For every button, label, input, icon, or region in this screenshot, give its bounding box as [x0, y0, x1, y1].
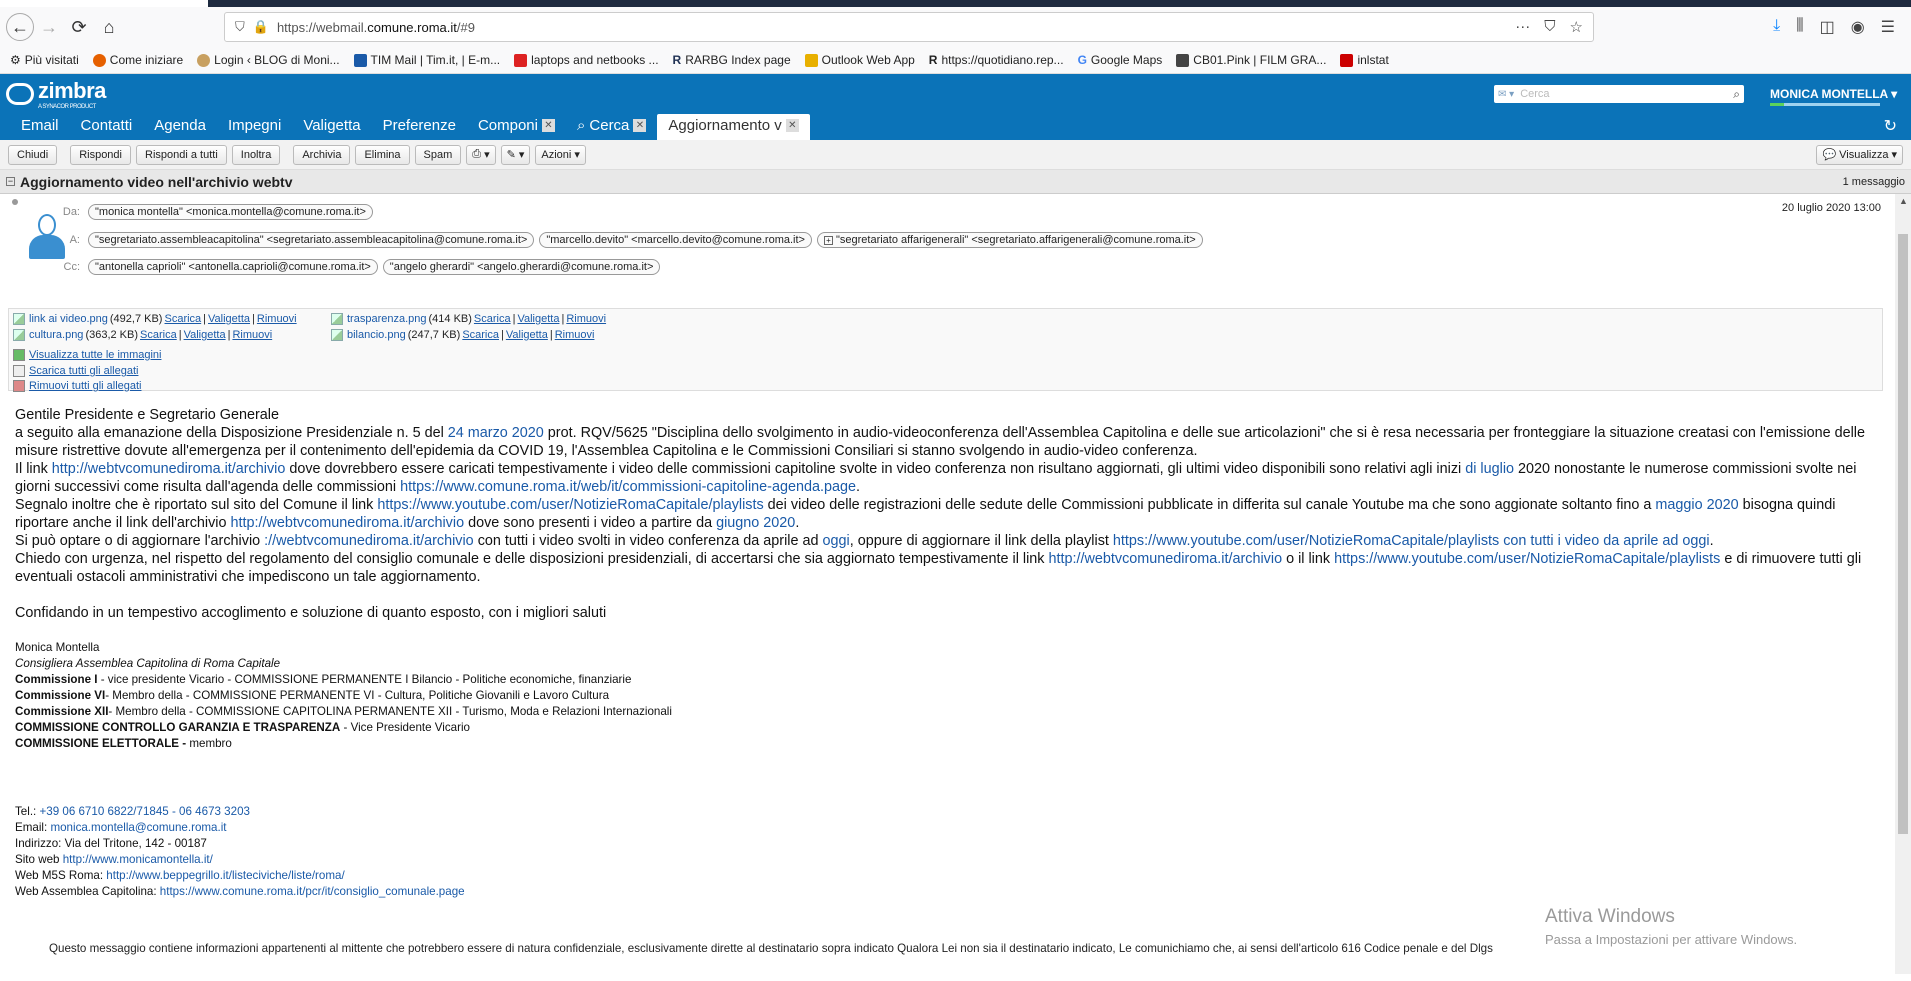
remove-all-icon: [13, 380, 25, 392]
view-menu-button[interactable]: 💬 Visualizza ▾: [1816, 145, 1903, 165]
bookmark-item[interactable]: [197, 53, 339, 67]
bookmark-item[interactable]: [929, 53, 1064, 67]
download-link[interactable]: Scarica: [462, 329, 499, 341]
google-icon: G: [1077, 53, 1087, 67]
bookmark-label: TIM Mail | Tim.it, | E-m...: [370, 53, 501, 67]
bookmark-label: inlstat: [1357, 53, 1389, 67]
bookmark-label: Outlook Web App: [821, 53, 915, 67]
image-file-icon: [331, 329, 343, 341]
attachment-item: link ai video.png (492,7 KB) Scarica | Valigetta | Rimuovi: [13, 313, 297, 325]
conversation-header: [0, 170, 1911, 194]
remove-all-link[interactable]: Rimuovi tutti gli allegati: [29, 380, 142, 392]
zimbra-logo-icon: [6, 83, 34, 105]
download-link[interactable]: Scarica: [164, 313, 202, 325]
cc-label: Cc:: [63, 261, 80, 273]
tab-strip: [208, 0, 1911, 7]
menu-icon[interactable]: ☰: [1880, 19, 1895, 36]
browser-navbar: [0, 7, 1911, 47]
scrollbar[interactable]: [1895, 194, 1911, 974]
istat-icon: [1340, 54, 1353, 67]
rarbg-icon: R: [672, 53, 682, 67]
search-placeholder: Cerca: [1520, 88, 1550, 100]
paragraph-4: Si può optare o di aggiornare l'archivio ://webtvcomunediroma.it/archivio con tutti i video svolti in video conferenza da aprile ad oggi, oppure di aggiornare il link della playlist https://www.youtube.com/user/NotizieRomaCapitale/playlists con tutti i video da aprile ad oggi.: [15, 533, 1714, 549]
outlook-icon: [805, 54, 818, 67]
attachment-size: (492,7 KB): [109, 313, 163, 325]
m5s-line: Web M5S Roma: http://www.beppegrillo.it/listeciviche/liste/roma/: [15, 869, 345, 882]
date-link[interactable]: di luglio: [1465, 461, 1515, 477]
phone-link[interactable]: +39 06 6710 6822/71845 - 06 4673 3203: [39, 805, 250, 818]
date-link[interactable]: 24 marzo 2020: [447, 425, 544, 441]
mail-type-dropdown-icon[interactable]: ✉ ▾: [1498, 88, 1515, 100]
remove-link[interactable]: Rimuovi: [566, 313, 607, 325]
sidebar-icon[interactable]: ◫: [1819, 19, 1835, 36]
attachments-panel: [8, 308, 1883, 391]
attachment-size: (414 KB): [428, 313, 472, 325]
from-row: [60, 204, 373, 220]
bookmark-item[interactable]: [354, 53, 501, 67]
shield-icon[interactable]: ⛉: [235, 19, 245, 34]
tag-icon: ✎: [506, 149, 516, 161]
close-button[interactable]: Chiudi: [8, 145, 57, 165]
close-icon[interactable]: ✕: [542, 119, 555, 132]
assembly-line: Web Assemblea Capitolina: https://www.comune.roma.it/pcr/it/consiglio_comunale.page: [15, 885, 465, 898]
tab-agenda[interactable]: Agenda: [154, 116, 206, 134]
url-suffix: /#9: [456, 19, 475, 35]
date-link[interactable]: oggi: [822, 533, 850, 549]
library-icon[interactable]: ⫼: [1796, 17, 1804, 34]
website-link[interactable]: http://www.monicamontella.it/: [62, 853, 213, 866]
from-label: Da:: [62, 206, 80, 218]
signature: [15, 640, 1865, 752]
signature-line: Commissione XII- Membro della - COMMISSIONE CAPITOLINA PERMANENTE XII - Turismo, Moda e Relazioni Internazionali: [15, 705, 672, 718]
cc-row: [60, 259, 660, 275]
message-body: [0, 391, 1880, 958]
youtube-link[interactable]: https://www.youtube.com/user/NotizieRomaCapitale/playlists: [377, 497, 764, 513]
message-count: 1 messaggio: [1842, 175, 1905, 188]
briefcase-link[interactable]: Valigetta: [505, 329, 548, 341]
webtv-link[interactable]: http://webtvcomunediroma.it/archivio: [230, 515, 465, 531]
confidentiality-note: Questo messaggio contiene informazioni appartenenti al mittente che potrebbero essere di natura confidenziale, esclusivamente dirette al destinatario sopra indicato Qualora Lei non sia il destinatario indicato, Le comunichiamo che, ai sensi dell'articolo 616 Codice penale e del Dlgs: [49, 942, 1493, 955]
view-label: Visualizza: [1839, 148, 1889, 161]
signature-name: Monica Montella: [15, 641, 100, 654]
bookmarks-bar: [0, 47, 1911, 74]
image-file-icon: [331, 313, 343, 325]
windows-activation-watermark: [1545, 906, 1797, 947]
bookmark-item[interactable]: [10, 53, 79, 67]
bookmark-item[interactable]: [1176, 53, 1326, 67]
url-bar[interactable]: [224, 12, 1594, 42]
bookmark-item[interactable]: [673, 53, 791, 67]
closing: Confidando in un tempestivo accoglimento e soluzione di quanto esposto, con i migliori saluti: [15, 605, 607, 621]
firefox-icon: [93, 54, 106, 67]
close-icon[interactable]: ✕: [633, 119, 646, 132]
download-all-link[interactable]: Scarica tutti gli allegati: [29, 365, 139, 377]
tab-aggiornamento[interactable]: Aggiornamento v ✕: [657, 114, 809, 140]
reply-all-button[interactable]: Rispondi a tutti: [136, 145, 227, 165]
download-link[interactable]: Scarica: [140, 329, 177, 341]
collapse-icon[interactable]: −: [7, 176, 14, 186]
youtube-link[interactable]: https://www.youtube.com/user/NotizieRomaCapitale/playlists: [1334, 551, 1721, 567]
image-file-icon: [13, 329, 25, 341]
bookmark-label: Google Maps: [1090, 53, 1163, 67]
app-tabs: [0, 114, 1911, 140]
download-link[interactable]: Scarica: [473, 313, 511, 325]
sender-chip[interactable]: "monica montella" <monica.montella@comune.roma.it>: [88, 204, 373, 220]
bookmark-label: laptops and netbooks ...: [531, 53, 659, 67]
chevron-down-icon: ▾: [1891, 87, 1898, 101]
bookmark-item[interactable]: [1340, 53, 1388, 67]
expand-icon[interactable]: +: [824, 236, 833, 245]
attachment-name[interactable]: bilancio.png: [347, 329, 406, 341]
show-images-row: [13, 349, 161, 361]
briefcase-link[interactable]: Valigetta: [208, 313, 251, 325]
repubblica-icon: R: [928, 53, 938, 67]
briefcase-link[interactable]: Valigetta: [183, 329, 226, 341]
user-menu[interactable]: [1770, 87, 1905, 101]
contact-info: [15, 804, 1865, 900]
gear-icon: ⚙: [10, 53, 21, 67]
show-images-link[interactable]: Visualizza tutte le immagini: [29, 349, 162, 361]
attachment-name[interactable]: link ai video.png: [29, 313, 108, 325]
spam-button[interactable]: Spam: [415, 145, 462, 165]
tag-menu-button[interactable]: ✎ ▾: [501, 145, 531, 165]
download-all-icon: [13, 365, 25, 377]
bookmark-item[interactable]: [93, 53, 183, 67]
watermark-title: Attiva Windows: [1545, 906, 1675, 927]
signature-line: COMMISSIONE CONTROLLO GARANZIA E TRASPARENZA - Vice Presidente Vicario: [15, 721, 471, 734]
paragraph-5: Chiedo con urgenza, nel rispetto del regolamento del consiglio comunale e delle disposizioni presidenziali, di accertarsi che sia aggiornato tempestivamente il link http://webtvcomunediroma.it/archivio o il link https://www.youtube.com/user/NotizieRomaCapitale/playlists e di rimuovere tutti gli eventuali ostacoli amministrativi che impediscono un tale aggiornamento.: [15, 551, 1862, 585]
printer-icon: ⎙: [472, 148, 482, 160]
archive-button[interactable]: Archivia: [293, 145, 350, 165]
image-icon: [13, 349, 25, 361]
scroll-thumb[interactable]: [1898, 234, 1908, 834]
print-menu-button[interactable]: ⎙ ▾: [466, 145, 495, 165]
url-host: comune.roma.it: [367, 19, 457, 35]
attachment-name[interactable]: cultura.png: [29, 329, 84, 341]
remove-link[interactable]: Rimuovi: [256, 313, 297, 325]
search-icon[interactable]: ⌕: [1733, 86, 1740, 101]
address-line: Indirizzo: Via del Tritone, 142 - 00187: [15, 837, 207, 850]
tab-cerca[interactable]: ⌕ Cerca ✕: [566, 114, 657, 140]
zimbra-logo[interactable]: [6, 78, 106, 110]
recipient-chip[interactable]: "marcello.devito" <marcello.devito@comune.roma.it>: [539, 232, 812, 248]
bookmark-label: RARBG Index page: [685, 53, 791, 67]
account-icon[interactable]: ◉: [1850, 19, 1865, 36]
refresh-icon[interactable]: ↻: [1883, 118, 1897, 135]
search-input[interactable]: [1494, 85, 1744, 103]
bookmark-label: https://quotidiano.rep...: [941, 53, 1064, 67]
attachment-item: trasparenza.png (414 KB) Scarica | Valigetta | Rimuovi: [331, 313, 606, 325]
tab-componi[interactable]: Componi ✕: [467, 114, 566, 140]
delete-button[interactable]: Elimina: [355, 145, 409, 165]
attachment-name[interactable]: trasparenza.png: [347, 313, 427, 325]
film-icon: [1176, 54, 1189, 67]
search-icon: ⌕: [576, 116, 586, 134]
message-view: [0, 194, 1911, 974]
date-link[interactable]: maggio 2020: [1655, 497, 1739, 513]
agenda-link[interactable]: https://www.comune.roma.it/web/it/commissioni-capitoline-agenda.page: [400, 479, 856, 495]
bookmark-item[interactable]: [1078, 53, 1163, 67]
logo-text: zimbra: [38, 78, 106, 103]
tab-email[interactable]: Email: [21, 116, 59, 134]
zimbra-header: [0, 74, 1911, 114]
to-label: A:: [69, 234, 80, 246]
bookmark-label: Più visitati: [24, 53, 79, 67]
briefcase-link[interactable]: Valigetta: [517, 313, 560, 325]
signature-line: Commissione I - vice presidente Vicario - COMMISSIONE PERMANENTE I Bilancio - Politiche economiche, finanziarie: [15, 673, 632, 686]
conversation-subject: Aggiornamento video nell'archivio webtv: [20, 173, 293, 190]
title-strip: [0, 0, 1911, 7]
forward-button[interactable]: Inoltra: [232, 145, 281, 165]
tab-impegni[interactable]: Impegni: [227, 116, 282, 134]
cc-chip[interactable]: "angelo gherardi" <angelo.gherardi@comune.roma.it>: [383, 259, 661, 275]
lock-icon[interactable]: 🔒: [252, 19, 269, 34]
remove-all-row: [13, 380, 142, 392]
remove-link[interactable]: Rimuovi: [554, 329, 595, 341]
cc-chip[interactable]: "antonella caprioli" <antonella.caprioli@comune.roma.it>: [88, 259, 378, 275]
url-prefix: https://webmail.: [276, 19, 368, 35]
blog-icon: [197, 54, 210, 67]
attachment-item: bilancio.png (247,7 KB) Scarica | Valigetta | Rimuovi: [331, 329, 594, 341]
signature-line: COMMISSIONE ELETTORALE - membro: [15, 737, 232, 750]
webtv-link[interactable]: http://webtvcomunediroma.it/archivio: [1048, 551, 1283, 567]
image-file-icon: [13, 313, 25, 325]
website-line: Sito web http://www.monicamontella.it/: [15, 853, 213, 866]
date-link[interactable]: giugno 2020: [716, 515, 796, 531]
message-header: [0, 194, 1911, 304]
recipient-chip[interactable]: + "segretariato affarigenerali" <segretariato.affarigenerali@comune.roma.it>: [817, 232, 1203, 248]
tab-contatti[interactable]: Contatti: [80, 116, 133, 134]
actions-label: Azioni: [541, 148, 572, 161]
webtv-link[interactable]: ://webtvcomunediroma.it/archivio: [264, 533, 474, 549]
attachment-size: (247,7 KB): [407, 329, 461, 341]
tab-valigetta[interactable]: Valigetta: [303, 116, 361, 134]
paragraph-2: Il link http://webtvcomunediroma.it/archivio dove dovrebbero essere caricati tempestivamente i video delle commissioni capitoline svolte in video conferenza non risultano aggiornati, gli ultimi video disponibili sono relativi agli inizi di luglio 2020 nonostante le numerose commissioni svolte nei giorni successivi come risulta dall'agenda delle commissioni https://www.comune.roma.it/web/it/commissioni-capitoline-agenda.page.: [15, 461, 1857, 495]
attachment-size: (363,2 KB): [85, 329, 139, 341]
bookmark-item[interactable]: [805, 53, 915, 67]
scroll-up-icon[interactable]: ▲: [1899, 196, 1908, 206]
m5s-link[interactable]: http://www.beppegrillo.it/listeciviche/liste/roma/: [106, 869, 345, 882]
webtv-link[interactable]: http://webtvcomunediroma.it/archivio: [51, 461, 286, 477]
unread-dot-icon: [12, 199, 18, 205]
tel-line: Tel.: +39 06 6710 6822/71845 - 06 4673 3203: [15, 805, 250, 818]
signature-role: Consigliera Assemblea Capitolina di Roma Capitale: [15, 657, 281, 670]
message-date: 20 luglio 2020 13:00: [1781, 202, 1881, 214]
paragraph-3: Segnalo inoltre che è riportato sul sito del Comune il link https://www.youtube.com/user/NotizieRomaCapitale/playlists dei video delle registrazioni delle sedute delle Commissioni pubblicate in differita sul canale Youtube ma che sono aggionate soltanto fino a maggio 2020 bisogna quindi riportare anche il link dell'archivio http://webtvcomunediroma.it/archivio dove sono presenti i video a partire da giugno 2020.: [15, 497, 1836, 531]
bookmark-item[interactable]: [514, 53, 658, 67]
bookmark-label: CB01.Pink | FILM GRA...: [1193, 53, 1327, 67]
download-icon[interactable]: ⤓: [1773, 17, 1781, 34]
email-link[interactable]: monica.montella@comune.roma.it: [50, 821, 227, 834]
home-icon[interactable]: ⌂: [103, 16, 115, 37]
recipient-chip[interactable]: "segretariato.assembleacapitolina" <segretariato.assembleacapitolina@comune.roma.it>: [88, 232, 534, 248]
forward-icon[interactable]: →: [40, 16, 58, 37]
mail-icon: [354, 54, 367, 67]
pocket-icon[interactable]: ⛉: [1544, 18, 1556, 35]
email-line: Email: monica.montella@comune.roma.it: [15, 821, 227, 834]
actions-menu-button[interactable]: Azioni ▾: [535, 145, 586, 165]
watermark-subtitle: Passa a Impostazioni per attivare Windows.: [1545, 932, 1798, 947]
more-actions-icon[interactable]: ···: [1515, 18, 1531, 35]
reload-icon[interactable]: ⟳: [71, 16, 87, 37]
assembly-link[interactable]: https://www.comune.roma.it/pcr/it/consiglio_comunale.page: [159, 885, 465, 898]
greeting: Gentile Presidente e Segretario Generale: [15, 407, 279, 423]
paragraph-1: a seguito alla emanazione della Disposizione Presidenziale n. 5 del 24 marzo 2020 prot. RQV/5625 "Disciplina dello svolgimento in audio-videoconferenza dell'Assemblea Capitolina e delle sue articolazioni" che si è resa necessaria per fronteggiare la situazione creatasi con l'emissione delle misure ristrettive dovute all'emergenza per il contenimento dell'epidemia da COVID 19, l'Assemblea Capitolina e le Commissioni Consiliari si stanno svolgendo in audio-video conferenza.: [15, 425, 1865, 459]
user-name: MONICA MONTELLA: [1770, 87, 1888, 101]
speech-bubble-icon: 💬: [1822, 149, 1837, 161]
quota-bar: [1770, 103, 1880, 106]
reply-button[interactable]: Rispondi: [70, 145, 131, 165]
remove-link[interactable]: Rimuovi: [232, 329, 273, 341]
logo-subtitle: A SYNACOR PRODUCT: [38, 104, 96, 110]
bookmark-star-icon[interactable]: ☆: [1569, 19, 1583, 36]
download-all-row: [13, 365, 138, 377]
to-row: [60, 232, 1203, 248]
bookmark-label: Login ‹ BLOG di Moni...: [214, 53, 340, 67]
tab-preferenze[interactable]: Preferenze: [382, 116, 456, 134]
youtube-link[interactable]: https://www.youtube.com/user/NotizieRomaCapitale/playlists con tutti i video da aprile ad oggi: [1112, 533, 1710, 549]
back-icon[interactable]: ←: [6, 13, 34, 41]
laptop-icon: [514, 54, 527, 67]
signature-line: Commissione VI- Membro della - COMMISSIONE PERMANENTE VI - Cultura, Politiche Giovanili e Lavoro Cultura: [15, 689, 610, 702]
attachment-item: cultura.png (363,2 KB) Scarica | Valigetta | Rimuovi: [13, 329, 272, 341]
bookmark-label: Come iniziare: [109, 53, 184, 67]
message-toolbar: [0, 140, 1911, 170]
close-icon[interactable]: ✕: [786, 119, 799, 132]
